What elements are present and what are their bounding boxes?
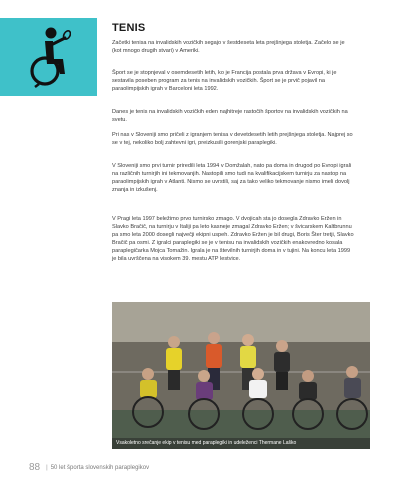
- photo-caption: Vsakoletno srečanje ekip v tenisu med paraplegiki in udeleženci Thermane Laško: [116, 440, 297, 446]
- paragraph-6: V Pragi leta 1997 beležimo prvo turnirsko zmago. V dvojicah sta jo dosegla Zdravko Eržen in Slavko Bračič, na turnirju v Italiji pa leto kasneje zmagal Zdravko Eržen; v švicarskem Kaltbrunnu pa smo leta 2000 dosegli največji ekipni uspeh. Zdravko Eržen je bil drugi, Boris Šter tretji, Slavko Bračič pa osmi. Z igralci paraplegiki se je v tenisu na invalidskih vozičkih enakovredno kosala paraplegičarka Mojca Tomažin. Igrala je na številnih turnirjih doma in v tujini. Na koncu leta 1999 je bila uvrščena na visokem 39. mestu ATP lestvice.: [112, 216, 354, 262]
- book-title: 50 let športa slovenskih paraplegikov: [50, 465, 150, 471]
- page-number: 88: [29, 462, 41, 473]
- page-title: TENIS: [112, 22, 146, 34]
- paragraph-5: V Sloveniji smo prvi turnir priredili leta 1994 v Domžalah, nato pa doma in drugod po Evropi igrali na različnih turnirjih ini tekmovanjih. Nastopili smo tudi na kvalifikacijskem turnirju za nastop na paraolimpijskih igrah v Atlanti. Nismo se uvrstili, saj za tako veliko tekmovanje nismo imeli dovolj znanja in izkušenj.: [112, 163, 352, 193]
- paragraph-1: Začetki tenisa na invalidskih vozičkih segajo v šestdeseta leta prejšnjega stoletja. Začelo se je (kot mnogo drugih stvari) v Ameriki.: [112, 40, 345, 54]
- wheelchair-tennis-icon: [25, 26, 71, 88]
- paragraph-3: Danes je tenis na invalidskih vozičkih eden najhitreje rastočih športov na invalidskih vozičkih na svetu.: [112, 109, 348, 123]
- footer-separator: |: [46, 465, 48, 471]
- paragraph-2: Šport se je stopnjeval v osemdesetih letih, ko je Francija postala prva država v Evropi, ki je sestavila poseben program za tenis na invalidskih vozičkih. Šport se je prvič pojavil na paraolimpijskih igrah v Barceloni leta 1992.: [112, 70, 337, 92]
- photo-caption-bar: [112, 438, 370, 449]
- page-footer: [29, 462, 149, 473]
- section-icon-box: [0, 18, 97, 96]
- paragraph-4: Pri nas v Sloveniji smo pričeli z igranjem tenisa v devetdesetih letih prejšnjega stoletja. Najprej so se v tej, nekoliko bolj zahtevni igri, preizkusili gorenjski paraplegiki.: [112, 132, 353, 146]
- team-photo: [112, 302, 370, 449]
